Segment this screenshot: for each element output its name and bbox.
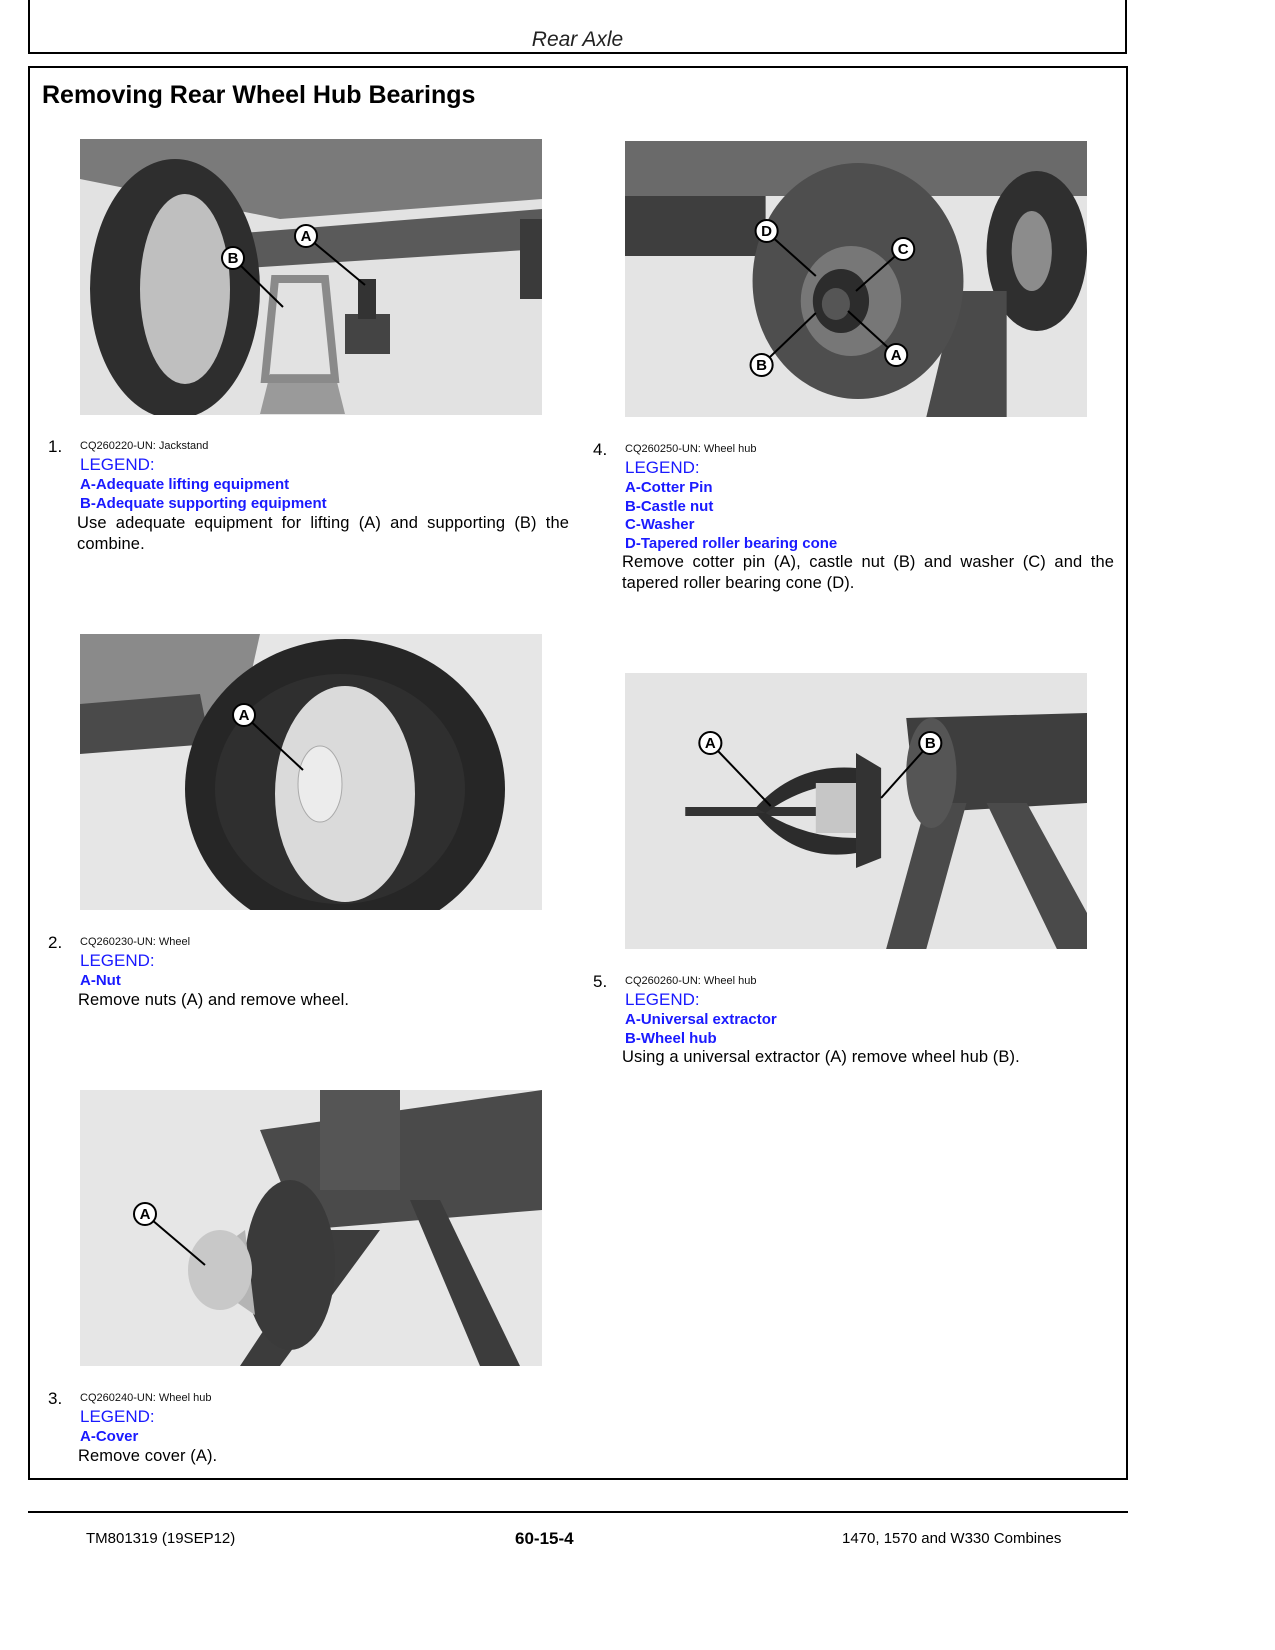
callout-a: A	[704, 735, 716, 752]
step-number: 5.	[593, 972, 608, 991]
legend-item: A-Universal extractor	[625, 1011, 777, 1028]
step-description: Remove cotter pin (A), castle nut (B) and washer (C) and the tapered roller bearing cone (D).	[622, 553, 1114, 592]
step-number: 1.	[48, 437, 63, 456]
section-title: Removing Rear Wheel Hub Bearings	[42, 81, 476, 109]
step-description: Remove nuts (A) and remove wheel.	[78, 991, 350, 1009]
legend	[80, 476, 327, 513]
legend-label: LEGEND:	[80, 1407, 155, 1426]
legend-item: A-Nut	[80, 972, 121, 989]
step-4	[593, 440, 1114, 600]
callout-b: B	[924, 735, 936, 752]
callout-b: B	[756, 357, 768, 374]
footer-doc-id: TM801319 (19SEP12)	[86, 1530, 236, 1547]
callout-a: A	[139, 1206, 151, 1223]
page-header	[28, 0, 1127, 54]
callout-a: A	[890, 347, 902, 364]
legend-label: LEGEND:	[625, 990, 700, 1009]
legend	[80, 972, 121, 991]
callout-a: A	[300, 228, 312, 245]
figure-hub-parts	[625, 141, 1087, 417]
step-number: 3.	[48, 1389, 63, 1408]
footer-models: 1470, 1570 and W330 Combines	[842, 1530, 1062, 1547]
step-2	[48, 933, 548, 1023]
legend-label: LEGEND:	[80, 455, 155, 474]
legend-item: B-Wheel hub	[625, 1029, 717, 1047]
step-number: 2.	[48, 933, 63, 952]
figure-wheel	[80, 634, 542, 910]
callout-b: B	[227, 250, 239, 267]
step-1	[48, 437, 569, 557]
legend-item: B-Castle nut	[625, 497, 714, 515]
figure-caption: CQ260220-UN: Jackstand	[80, 440, 209, 452]
legend	[80, 1428, 138, 1447]
legend-item: A-Cotter Pin	[625, 479, 713, 496]
legend-item: C-Washer	[625, 516, 695, 533]
header-title: Rear Axle	[531, 28, 624, 51]
step-description: Remove cover (A).	[78, 1447, 218, 1465]
figure-caption: CQ260240-UN: Wheel hub	[80, 1392, 212, 1404]
figure-caption: CQ260250-UN: Wheel hub	[625, 443, 757, 455]
legend-label: LEGEND:	[625, 458, 700, 477]
figure-caption: CQ260230-UN: Wheel	[80, 936, 191, 948]
legend-item: A-Cover	[80, 1428, 139, 1445]
figure-caption: CQ260260-UN: Wheel hub	[625, 975, 757, 987]
figure-hub-cover	[80, 1090, 542, 1366]
figure-jackstand	[80, 139, 542, 415]
step-5	[593, 972, 1093, 1082]
legend-label: LEGEND:	[80, 951, 155, 970]
legend	[625, 479, 837, 553]
legend	[625, 1011, 777, 1048]
step-description: Use adequate equipment for lifting (A) and supporting (B) the combine.	[77, 514, 569, 553]
step-number: 4.	[593, 440, 608, 459]
footer-divider	[28, 1511, 1128, 1513]
callout-c: C	[897, 241, 909, 258]
callout-a: A	[238, 707, 250, 724]
legend-item: A-Adequate lifting equipment	[80, 476, 290, 493]
legend-item: B-Adequate supporting equipment	[80, 494, 327, 512]
footer-page-number: 60-15-4	[515, 1529, 574, 1548]
legend-item: D-Tapered roller bearing cone	[625, 534, 838, 552]
step-3	[48, 1389, 548, 1479]
figure-extractor	[625, 673, 1087, 949]
callout-d: D	[761, 223, 773, 240]
step-description: Using a universal extractor (A) remove wheel hub (B).	[622, 1048, 1020, 1066]
